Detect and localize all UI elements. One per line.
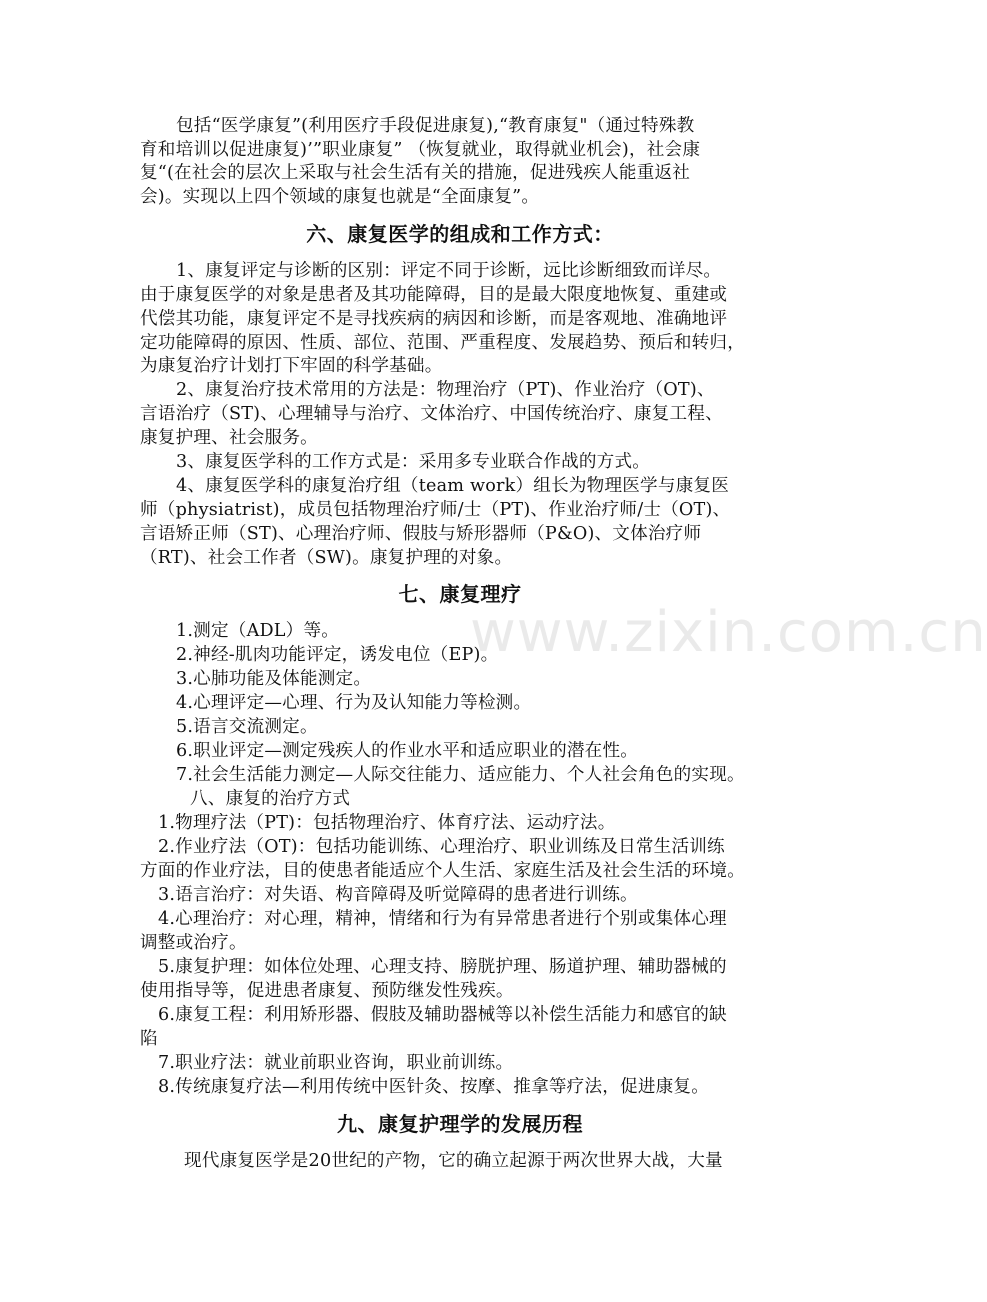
section8-line-6: 调整或治疗。 xyxy=(140,933,247,953)
section6-line-12: 言语矫正师（ST)、心理治疗师、假肢与矫形器师（P&O)、文体治疗师 xyxy=(140,524,702,544)
section8-line-1: 1.物理疗法（PT)：包括物理治疗、体育疗法、运动疗法。 xyxy=(158,813,616,833)
section8-line-11: 7.职业疗法：就业前职业咨询，职业前训练。 xyxy=(158,1053,514,1073)
section9-title: 九、康复护理学的发展历程 xyxy=(337,1112,583,1136)
section7-line-6: 6.职业评定—测定残疾人的作业水平和适应职业的潜在性。 xyxy=(176,741,639,761)
section6-line-6: 2、康复治疗技术常用的方法是：物理治疗（PT)、作业治疗（OT)、 xyxy=(176,380,715,400)
section6-line-9: 3、康复医学科的工作方式是：采用多专业联合作战的方式。 xyxy=(176,452,651,472)
section6-line-1: 1、康复评定与诊断的区别：评定不同于诊断，远比诊断细致而详尽。 xyxy=(176,261,722,281)
section8-line-10: 陷 xyxy=(140,1029,158,1049)
section8-line-12: 8.传统康复疗法—利用传统中医针灸、按摩、推拿等疗法，促进康复。 xyxy=(158,1077,710,1097)
section8-line-9: 6.康复工程：利用矫形器、假肢及辅助器械等以补偿生活能力和感官的缺 xyxy=(158,1005,727,1025)
section6-line-8: 康复护理、社会服务。 xyxy=(140,428,318,448)
section8-line-3: 方面的作业疗法，目的使患者能适应个人生活、家庭生活及社会生活的环境。 xyxy=(140,861,745,881)
section8-line-5: 4.心理治疗：对心理，精神，情绪和行为有异常患者进行个别或集体心理 xyxy=(158,909,727,929)
section7-line-1: 1.测定（ADL）等。 xyxy=(176,621,340,641)
section6-line-11: 师（physiatrist)，成员包括物理治疗师/士（PT)、作业治疗师/士（OT)、 xyxy=(140,500,731,520)
section6-line-7: 言语治疗（ST)、心理辅导与治疗、文体治疗、中国传统治疗、康复工程、 xyxy=(140,404,723,424)
watermark-logo: www.zixin.com.cn xyxy=(470,600,987,665)
section6-line-10: 4、康复医学科的康复治疗组（team work）组长为物理医学与康复医 xyxy=(176,476,730,496)
section7-title: 七、康复理疗 xyxy=(398,582,522,606)
section6-line-13: （RT)、社会工作者（SW)。康复护理的对象。 xyxy=(140,548,513,568)
intro-line-1: 包括“医学康复”(利用医疗手段促进康复),“教育康复"（通过特殊教 xyxy=(176,116,695,136)
section8-line-4: 3.语言治疗：对失语、构音障碍及听觉障碍的患者进行训练。 xyxy=(158,885,638,905)
section8-line-2: 2.作业疗法（OT)：包括功能训练、心理治疗、职业训练及日常生活训练 xyxy=(158,837,725,857)
section7-line-5: 5.语言交流测定。 xyxy=(176,717,318,737)
section6-line-2: 由于康复医学的对象是患者及其功能障碍，目的是最大限度地恢复、重建或 xyxy=(140,285,728,305)
section6-line-4: 定功能障碍的原因、性质、部位、范围、严重程度、发展趋势、预后和转归， xyxy=(140,333,745,353)
section9-line-1: 现代康复医学是20世纪的产物，它的确立起源于两次世界大战，大量 xyxy=(184,1151,723,1171)
section6-title: 六、康复医学的组成和工作方式： xyxy=(306,222,614,246)
section7-line-2: 2.神经-肌肉功能评定，诱发电位（EP)。 xyxy=(176,645,499,665)
section8-title: 八、康复的治疗方式 xyxy=(190,789,351,809)
section7-line-3: 3.心肺功能及体能测定。 xyxy=(176,669,372,689)
section6-line-3: 代偿其功能，康复评定不是寻找疾病的病因和诊断，而是客观地、准确地评 xyxy=(140,309,728,329)
section7-line-7: 7.社会生活能力测定—人际交往能力、适应能力、个人社会角色的实现。 xyxy=(176,765,745,785)
section8-line-7: 5.康复护理：如体位处理、心理支持、膀胱护理、肠道护理、辅助器械的 xyxy=(158,957,727,977)
section8-line-8: 使用指导等，促进患者康复、预防继发性残疾。 xyxy=(140,981,514,1001)
section6-line-5: 为康复治疗计划打下牢固的科学基础。 xyxy=(140,356,443,376)
intro-line-2: 育和培训以促进康复)’”职业康复” （恢复就业，取得就业机会)，社会康 xyxy=(140,140,701,160)
intro-line-4: 会)。实现以上四个领域的康复也就是“全面康复”。 xyxy=(140,187,540,207)
section7-line-4: 4.心理评定—心理、行为及认知能力等检测。 xyxy=(176,693,532,713)
intro-line-3: 复“(在社会的层次上采取与社会生活有关的措施，促进残疾人能重返社 xyxy=(140,163,691,183)
